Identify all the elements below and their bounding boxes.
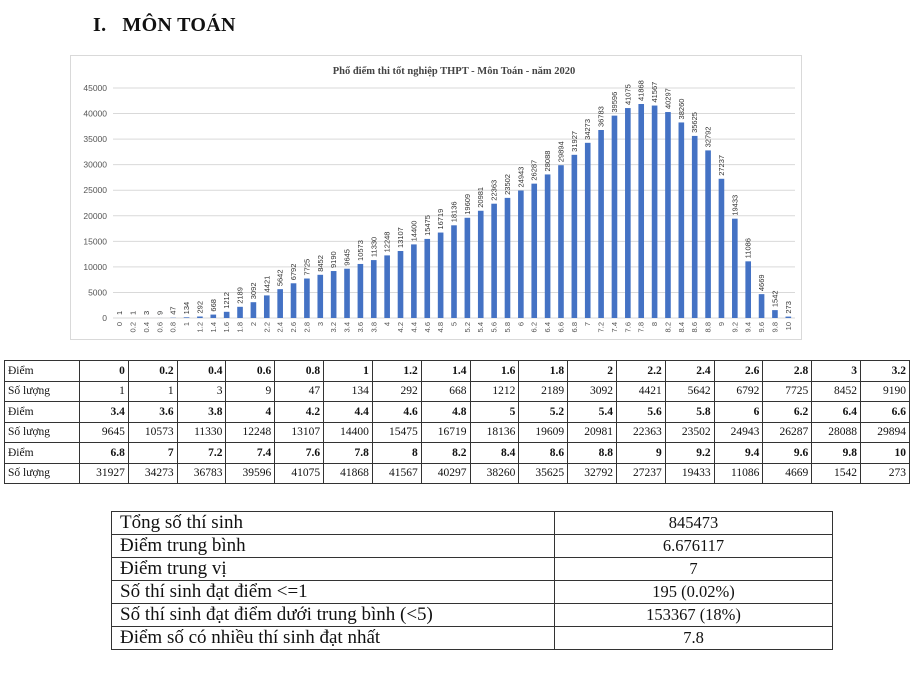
data-label: 4421 — [262, 275, 272, 293]
bar — [264, 295, 270, 318]
x-tick-label: 7.2 — [596, 322, 606, 333]
count-cell: 7725 — [763, 381, 812, 402]
stat-value: 153367 (18%) — [555, 604, 833, 627]
y-tick-label: 35000 — [83, 134, 107, 145]
bar — [745, 261, 751, 318]
data-label: 16719 — [436, 208, 446, 230]
count-cell: 9645 — [80, 422, 129, 443]
x-tick-label: 3.2 — [329, 322, 339, 333]
score-cell: 9.4 — [714, 443, 763, 464]
score-cell: 4.2 — [275, 402, 324, 423]
data-label: 22363 — [489, 179, 499, 201]
y-tick-label: 20000 — [83, 210, 107, 221]
data-label: 38260 — [676, 98, 686, 120]
data-label: 292 — [195, 300, 205, 314]
count-cell: 36783 — [177, 463, 226, 484]
count-cell: 4669 — [763, 463, 812, 484]
bar — [451, 225, 457, 318]
bar — [358, 264, 364, 318]
y-tick-label: 25000 — [83, 185, 107, 196]
data-label: 35625 — [690, 112, 700, 133]
data-label: 27237 — [716, 154, 726, 176]
data-label: 15475 — [422, 215, 432, 236]
count-cell: 6792 — [714, 381, 763, 402]
data-label: 2189 — [235, 287, 245, 304]
stat-label: Tổng số thí sinh — [112, 512, 555, 535]
data-label: 273 — [783, 301, 793, 314]
score-row-label: Điểm — [5, 402, 80, 423]
score-cell: 4.4 — [324, 402, 373, 423]
x-tick-label: 6.8 — [569, 322, 579, 333]
x-tick-label: 2.2 — [262, 322, 272, 333]
bar — [331, 271, 337, 318]
stat-label: Điểm trung vị — [112, 558, 555, 581]
count-cell: 26287 — [763, 422, 812, 443]
y-tick-label: 0 — [102, 313, 107, 323]
x-tick-label: 0 — [115, 322, 125, 327]
count-row-label: Số lượng — [5, 381, 80, 402]
count-cell: 9190 — [861, 381, 910, 402]
data-label: 14400 — [409, 220, 419, 242]
x-tick-label: 3.6 — [355, 322, 365, 333]
score-cell: 3.4 — [80, 402, 129, 423]
chart-title: Phổ điểm thi tốt nghiệp THPT - Môn Toán - năm 2020 — [332, 66, 576, 77]
count-cell: 8452 — [812, 381, 861, 402]
score-cell: 6.6 — [861, 402, 910, 423]
data-label: 12248 — [382, 231, 392, 253]
x-tick-label: 3.4 — [342, 322, 352, 333]
x-tick-label: 4.6 — [422, 322, 432, 333]
y-tick-label: 10000 — [83, 261, 107, 272]
bar — [786, 317, 792, 318]
count-cell: 13107 — [275, 422, 324, 443]
x-tick-label: 0.4 — [141, 322, 151, 333]
count-cell: 12248 — [226, 422, 275, 443]
score-cell: 8.2 — [421, 443, 470, 464]
bar — [184, 317, 190, 318]
bar — [772, 310, 778, 318]
count-cell: 31927 — [80, 463, 129, 484]
count-cell: 668 — [421, 381, 470, 402]
data-label: 40297 — [663, 88, 673, 110]
score-cell: 7.8 — [324, 443, 373, 464]
data-label: 24943 — [516, 166, 526, 188]
bar — [679, 122, 685, 318]
y-tick-label: 30000 — [83, 159, 107, 170]
count-cell: 15475 — [372, 422, 421, 443]
x-tick-label: 6.4 — [543, 322, 553, 333]
stat-value: 7 — [555, 558, 833, 581]
bar — [251, 302, 257, 318]
data-label: 47 — [168, 306, 178, 315]
count-cell: 10573 — [128, 422, 177, 443]
data-label: 31927 — [569, 130, 579, 152]
score-cell: 7.2 — [177, 443, 226, 464]
score-cell: 5.4 — [568, 402, 617, 423]
bar — [304, 279, 310, 318]
x-tick-label: 4.8 — [436, 322, 446, 333]
x-tick-label: 5.2 — [462, 322, 472, 333]
data-label: 13107 — [396, 227, 406, 249]
count-cell: 27237 — [616, 463, 665, 484]
bar — [491, 204, 497, 318]
score-cell: 0.6 — [226, 361, 275, 382]
data-label: 10573 — [355, 240, 365, 261]
count-cell: 1 — [80, 381, 129, 402]
bar — [638, 104, 644, 318]
count-cell: 134 — [324, 381, 373, 402]
score-cell: 7.4 — [226, 443, 275, 464]
data-label: 41075 — [623, 84, 633, 106]
bar — [317, 275, 323, 318]
count-cell: 19433 — [665, 463, 714, 484]
section-heading — [93, 14, 236, 37]
x-tick-label: 5.6 — [489, 322, 499, 333]
bar — [585, 143, 591, 318]
stat-value: 7.8 — [555, 627, 833, 650]
bar — [505, 198, 511, 318]
score-cell: 1.6 — [470, 361, 519, 382]
stat-row — [112, 581, 833, 604]
x-tick-label: 8 — [650, 322, 660, 327]
score-cell: 9.8 — [812, 443, 861, 464]
x-tick-label: 8.2 — [663, 322, 673, 333]
count-cell: 20981 — [568, 422, 617, 443]
x-tick-label: 9.2 — [730, 322, 740, 333]
bar — [438, 233, 444, 318]
bar — [465, 218, 471, 318]
data-label: 668 — [208, 299, 218, 312]
count-cell: 1 — [128, 381, 177, 402]
count-cell: 28088 — [812, 422, 861, 443]
stat-value: 845473 — [555, 512, 833, 535]
x-tick-label: 4.2 — [396, 322, 406, 333]
count-row-label: Số lượng — [5, 463, 80, 484]
score-cell: 3 — [812, 361, 861, 382]
data-label: 34273 — [583, 118, 593, 140]
data-label: 1 — [115, 310, 125, 315]
count-cell: 24943 — [714, 422, 763, 443]
score-cell: 5 — [470, 402, 519, 423]
bar — [692, 136, 698, 318]
y-tick-label: 40000 — [83, 108, 107, 119]
count-cell: 292 — [372, 381, 421, 402]
x-tick-label: 7 — [583, 322, 593, 327]
data-label: 11330 — [369, 236, 379, 258]
count-row — [5, 422, 910, 443]
score-cell: 9.2 — [665, 443, 714, 464]
x-tick-label: 1.4 — [208, 322, 218, 333]
stat-label: Số thí sinh đạt điểm dưới trung bình (<5) — [112, 604, 555, 627]
score-cell: 2.8 — [763, 361, 812, 382]
score-cell: 1.4 — [421, 361, 470, 382]
score-cell: 2.4 — [665, 361, 714, 382]
score-cell: 6 — [714, 402, 763, 423]
score-cell: 5.6 — [616, 402, 665, 423]
count-cell: 18136 — [470, 422, 519, 443]
x-tick-label: 9 — [716, 322, 726, 327]
count-cell: 19609 — [519, 422, 568, 443]
x-tick-label: 1.8 — [235, 322, 245, 333]
score-cell: 8.4 — [470, 443, 519, 464]
data-label: 6792 — [289, 263, 299, 281]
bar — [719, 179, 725, 318]
score-row — [5, 402, 910, 423]
bar — [598, 130, 604, 318]
summary-stats-table — [111, 511, 833, 650]
section-title: MÔN TOÁN — [122, 14, 236, 36]
count-cell: 14400 — [324, 422, 373, 443]
bar — [210, 315, 216, 318]
data-label: 29894 — [556, 141, 566, 163]
score-cell: 0.4 — [177, 361, 226, 382]
score-cell: 4 — [226, 402, 275, 423]
count-cell: 2189 — [519, 381, 568, 402]
y-tick-label: 15000 — [83, 236, 107, 247]
bar — [625, 108, 631, 318]
bar — [371, 260, 377, 318]
score-cell: 7.6 — [275, 443, 324, 464]
score-cell: 8 — [372, 443, 421, 464]
x-tick-label: 2.6 — [289, 322, 299, 333]
x-tick-label: 7.8 — [636, 322, 646, 333]
score-cell: 1.8 — [519, 361, 568, 382]
x-tick-label: 7.6 — [623, 322, 633, 333]
bar — [518, 191, 524, 318]
data-label: 28088 — [543, 150, 553, 172]
bar — [531, 184, 537, 318]
x-tick-label: 5.4 — [476, 322, 486, 333]
score-cell: 10 — [861, 443, 910, 464]
score-cell: 3.2 — [861, 361, 910, 382]
bar — [558, 165, 564, 318]
stat-label: Điểm trung bình — [112, 535, 555, 558]
count-cell: 11330 — [177, 422, 226, 443]
section-number: I. — [93, 14, 107, 36]
bar — [572, 155, 578, 318]
data-label: 18136 — [449, 201, 459, 223]
score-cell: 0.2 — [128, 361, 177, 382]
x-tick-label: 2 — [248, 322, 258, 327]
x-tick-label: 2.8 — [302, 322, 312, 333]
count-row — [5, 463, 910, 484]
score-row-label: Điểm — [5, 361, 80, 382]
data-label: 11086 — [743, 238, 753, 259]
x-tick-label: 3.8 — [369, 322, 379, 333]
count-cell: 29894 — [861, 422, 910, 443]
count-cell: 16719 — [421, 422, 470, 443]
score-cell: 4.6 — [372, 402, 421, 423]
data-label: 9 — [155, 310, 165, 315]
stat-row — [112, 604, 833, 627]
score-cell: 2.6 — [714, 361, 763, 382]
data-label: 41567 — [650, 81, 660, 103]
score-cell: 5.8 — [665, 402, 714, 423]
score-cell: 1.2 — [372, 361, 421, 382]
bar — [291, 283, 297, 318]
bar — [237, 307, 243, 318]
x-tick-label: 6.2 — [529, 322, 539, 333]
count-cell: 41075 — [275, 463, 324, 484]
x-tick-label: 3 — [315, 322, 325, 327]
score-distribution-chart — [70, 55, 802, 340]
count-cell: 4421 — [616, 381, 665, 402]
count-cell: 11086 — [714, 463, 763, 484]
x-tick-label: 8.8 — [703, 322, 713, 333]
bar — [545, 174, 551, 318]
count-cell: 273 — [861, 463, 910, 484]
x-tick-label: 6 — [516, 322, 526, 327]
score-cell: 7 — [128, 443, 177, 464]
data-label: 134 — [182, 301, 192, 315]
x-tick-label: 0.8 — [168, 322, 178, 333]
count-cell: 41868 — [324, 463, 373, 484]
bar — [384, 255, 390, 318]
x-tick-label: 8.6 — [690, 322, 700, 333]
score-cell: 2.2 — [616, 361, 665, 382]
count-cell: 1212 — [470, 381, 519, 402]
bar — [398, 251, 404, 318]
data-label: 1542 — [770, 290, 780, 308]
x-tick-label: 9.6 — [757, 322, 767, 333]
score-cell: 4.8 — [421, 402, 470, 423]
data-label: 23502 — [502, 174, 512, 195]
data-label: 3 — [141, 310, 151, 315]
score-cell: 6.8 — [80, 443, 129, 464]
data-label: 32792 — [703, 126, 713, 148]
y-tick-label: 45000 — [83, 83, 107, 93]
x-tick-label: 8.4 — [676, 322, 686, 333]
bar — [652, 106, 658, 318]
score-row — [5, 361, 910, 382]
x-tick-label: 0.6 — [155, 322, 165, 333]
chart-svg — [71, 56, 801, 339]
data-label: 7725 — [302, 258, 312, 276]
score-cell: 9.6 — [763, 443, 812, 464]
x-tick-label: 7.4 — [609, 322, 619, 333]
count-row — [5, 381, 910, 402]
count-cell: 32792 — [568, 463, 617, 484]
x-tick-label: 1 — [182, 322, 192, 327]
data-label: 19609 — [462, 193, 472, 215]
data-label: 20981 — [476, 186, 486, 208]
bar — [759, 294, 765, 318]
stat-value: 195 (0.02%) — [555, 581, 833, 604]
score-cell: 0 — [80, 361, 129, 382]
count-cell: 34273 — [128, 463, 177, 484]
bar — [705, 150, 711, 318]
data-label: 9645 — [342, 249, 352, 266]
score-cell: 8.8 — [568, 443, 617, 464]
data-label: 36783 — [596, 106, 606, 127]
x-tick-label: 2.4 — [275, 322, 285, 333]
stat-row — [112, 535, 833, 558]
count-row-label: Số lượng — [5, 422, 80, 443]
score-cell: 3.8 — [177, 402, 226, 423]
bar — [424, 239, 430, 318]
count-cell: 9 — [226, 381, 275, 402]
count-cell: 3092 — [568, 381, 617, 402]
x-tick-label: 4 — [382, 322, 392, 327]
score-cell: 6.2 — [763, 402, 812, 423]
data-label: 5642 — [275, 269, 285, 287]
stat-label: Số thí sinh đạt điểm <=1 — [112, 581, 555, 604]
data-label: 1212 — [222, 292, 232, 309]
score-cell: 1 — [324, 361, 373, 382]
stat-row — [112, 512, 833, 535]
bar — [277, 289, 283, 318]
count-cell: 47 — [275, 381, 324, 402]
count-cell: 38260 — [470, 463, 519, 484]
stat-row — [112, 627, 833, 650]
score-cell: 9 — [616, 443, 665, 464]
x-tick-label: 5.8 — [502, 322, 512, 333]
data-label: 19433 — [730, 194, 740, 216]
bar — [732, 219, 738, 318]
count-cell: 23502 — [665, 422, 714, 443]
data-label: 1 — [128, 310, 138, 315]
score-cell: 8.6 — [519, 443, 568, 464]
bar — [478, 211, 484, 318]
x-tick-label: 4.4 — [409, 322, 419, 333]
x-tick-label: 5 — [449, 322, 459, 327]
data-label: 4669 — [757, 274, 767, 292]
data-label: 8452 — [315, 255, 325, 272]
score-cell: 2 — [568, 361, 617, 382]
data-label: 41868 — [636, 80, 646, 102]
score-cell: 0.8 — [275, 361, 324, 382]
bar — [197, 317, 203, 318]
x-tick-label: 1.6 — [222, 322, 232, 333]
data-label: 3092 — [248, 282, 258, 300]
score-cell: 6.4 — [812, 402, 861, 423]
bar — [665, 112, 671, 318]
score-cell: 3.6 — [128, 402, 177, 423]
count-cell: 22363 — [616, 422, 665, 443]
count-cell: 5642 — [665, 381, 714, 402]
bar — [411, 244, 417, 318]
data-label: 26287 — [529, 159, 539, 181]
score-cell: 5.2 — [519, 402, 568, 423]
bar — [224, 312, 230, 318]
x-tick-label: 0.2 — [128, 322, 138, 333]
count-cell: 35625 — [519, 463, 568, 484]
score-row-label: Điểm — [5, 443, 80, 464]
x-tick-label: 1.2 — [195, 322, 205, 333]
count-cell: 40297 — [421, 463, 470, 484]
y-tick-label: 5000 — [88, 287, 107, 298]
x-tick-label: 9.8 — [770, 322, 780, 333]
count-cell: 1542 — [812, 463, 861, 484]
data-label: 9190 — [329, 251, 339, 269]
count-cell: 41567 — [372, 463, 421, 484]
x-tick-label: 9.4 — [743, 322, 753, 333]
stat-value: 6.676117 — [555, 535, 833, 558]
x-tick-label: 6.6 — [556, 322, 566, 333]
data-label: 39596 — [609, 91, 619, 113]
stat-label: Điểm số có nhiều thí sinh đạt nhất — [112, 627, 555, 650]
count-cell: 39596 — [226, 463, 275, 484]
x-tick-label: 10 — [783, 322, 793, 331]
score-count-table — [4, 360, 910, 484]
score-row — [5, 443, 910, 464]
count-cell: 3 — [177, 381, 226, 402]
stat-row — [112, 558, 833, 581]
bar — [612, 116, 618, 318]
bar — [344, 269, 350, 318]
